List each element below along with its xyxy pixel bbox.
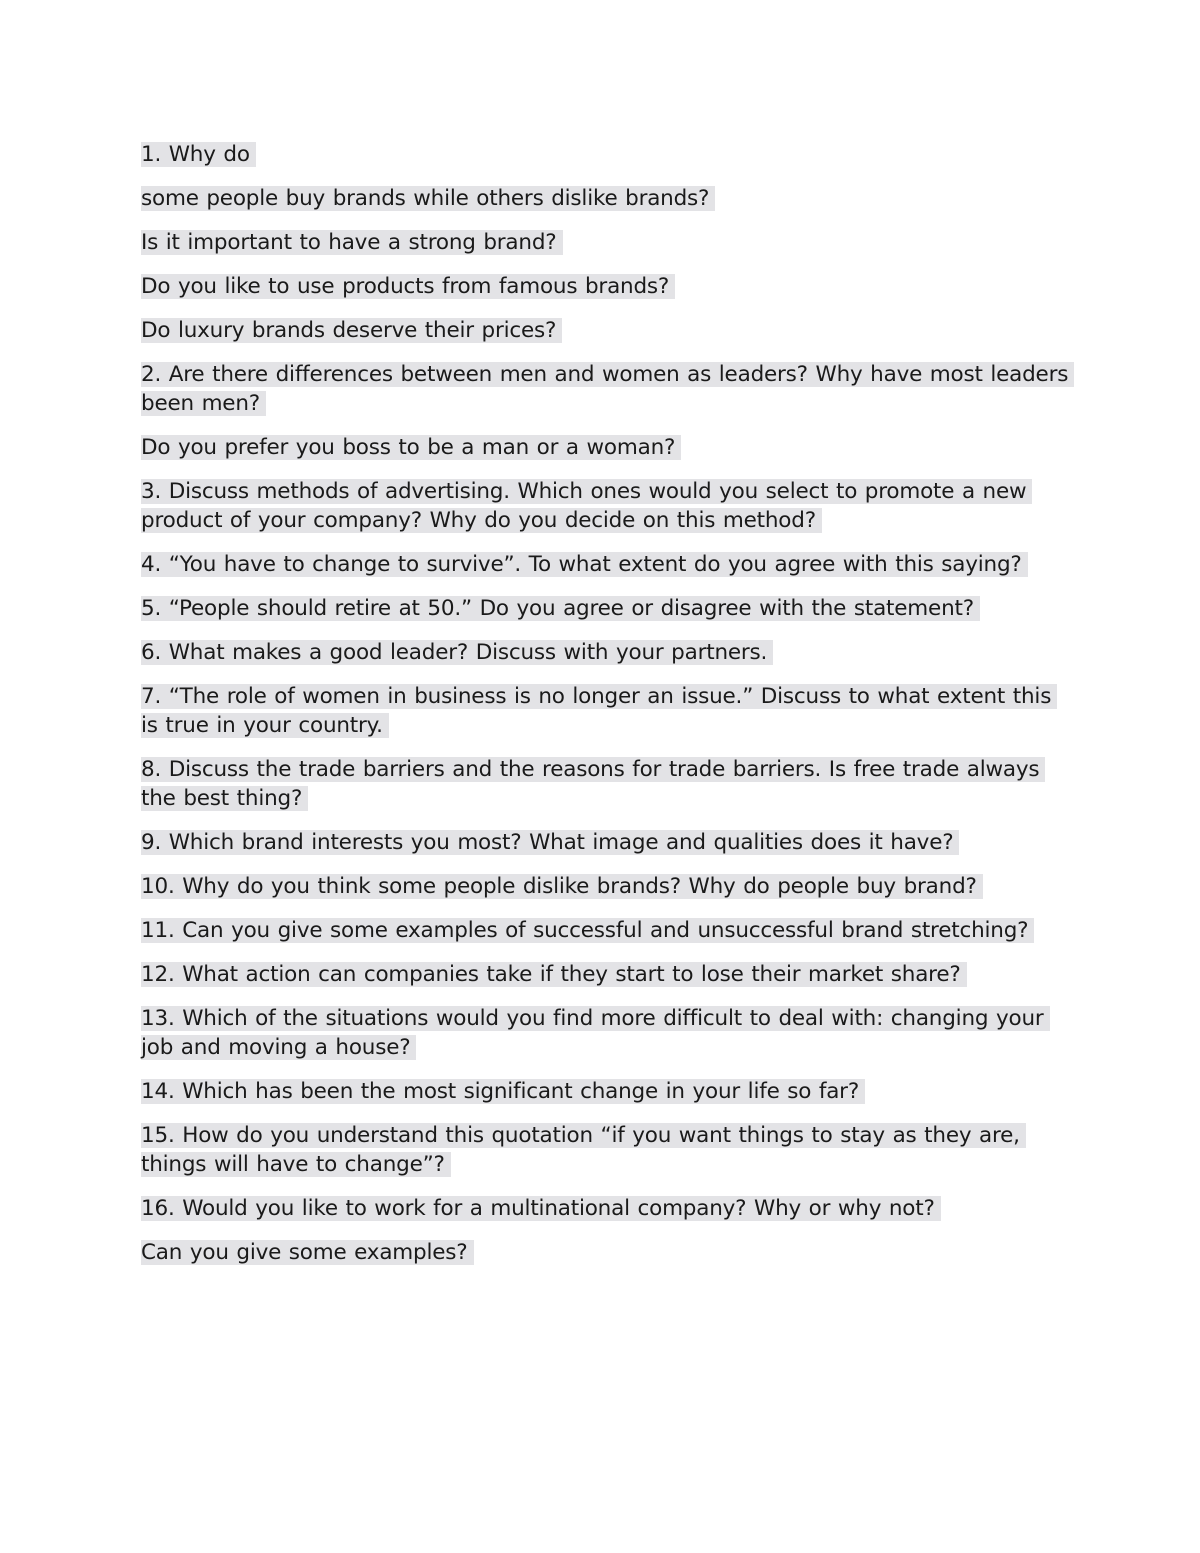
paragraph-4 (141, 272, 1071, 301)
paragraph-22 (141, 1238, 1071, 1267)
paragraph-text: 11. Can you give some examples of successful and unsuccessful brand stretching? (141, 918, 1034, 943)
paragraph-12 (141, 682, 1071, 740)
paragraph-9 (141, 550, 1071, 579)
paragraph-18 (141, 1004, 1071, 1062)
paragraph-text: some people buy brands while others dislike brands? (141, 186, 715, 211)
paragraph-2 (141, 184, 1071, 213)
paragraph-text: 1. Why do (141, 142, 256, 167)
paragraph-text: 6. What makes a good leader? Discuss with your partners. (141, 640, 773, 665)
paragraph-text: 3. Discuss methods of advertising. Which ones would you select to promote a new product of your company? Why do you decide on this method? (141, 479, 1032, 533)
paragraph-text: Do luxury brands deserve their prices? (141, 318, 562, 343)
paragraph-16 (141, 916, 1071, 945)
document-body (141, 140, 1071, 1282)
paragraph-text: 10. Why do you think some people dislike brands? Why do people buy brand? (141, 874, 983, 899)
paragraph-19 (141, 1077, 1071, 1106)
paragraph-text: Do you like to use products from famous brands? (141, 274, 675, 299)
paragraph-15 (141, 872, 1071, 901)
paragraph-8 (141, 477, 1071, 535)
paragraph-text: 9. Which brand interests you most? What image and qualities does it have? (141, 830, 959, 855)
paragraph-7 (141, 433, 1071, 462)
paragraph-1 (141, 140, 1071, 169)
paragraph-text: 7. “The role of women in business is no longer an issue.” Discuss to what extent this is true in your country. (141, 684, 1057, 738)
paragraph-6 (141, 360, 1071, 418)
paragraph-text: 15. How do you understand this quotation “if you want things to stay as they are, things will have to change”? (141, 1123, 1026, 1177)
paragraph-13 (141, 755, 1071, 813)
paragraph-14 (141, 828, 1071, 857)
paragraph-10 (141, 594, 1071, 623)
paragraph-17 (141, 960, 1071, 989)
paragraph-text: Is it important to have a strong brand? (141, 230, 563, 255)
paragraph-text: Do you prefer you boss to be a man or a woman? (141, 435, 681, 460)
paragraph-11 (141, 638, 1071, 667)
paragraph-21 (141, 1194, 1071, 1223)
paragraph-text: 8. Discuss the trade barriers and the reasons for trade barriers. Is free trade always the best thing? (141, 757, 1045, 811)
paragraph-text: 13. Which of the situations would you find more difficult to deal with: changing your job and moving a house? (141, 1006, 1050, 1060)
paragraph-text: 5. “People should retire at 50.” Do you agree or disagree with the statement? (141, 596, 980, 621)
paragraph-text: Can you give some examples? (141, 1240, 474, 1265)
paragraph-text: 16. Would you like to work for a multinational company? Why or why not? (141, 1196, 941, 1221)
paragraph-text: 4. “You have to change to survive”. To what extent do you agree with this saying? (141, 552, 1028, 577)
paragraph-20 (141, 1121, 1071, 1179)
paragraph-text: 14. Which has been the most significant change in your life so far? (141, 1079, 865, 1104)
paragraph-text: 2. Are there differences between men and women as leaders? Why have most leaders been men? (141, 362, 1074, 416)
paragraph-text: 12. What action can companies take if they start to lose their market share? (141, 962, 967, 987)
paragraph-3 (141, 228, 1071, 257)
paragraph-5 (141, 316, 1071, 345)
